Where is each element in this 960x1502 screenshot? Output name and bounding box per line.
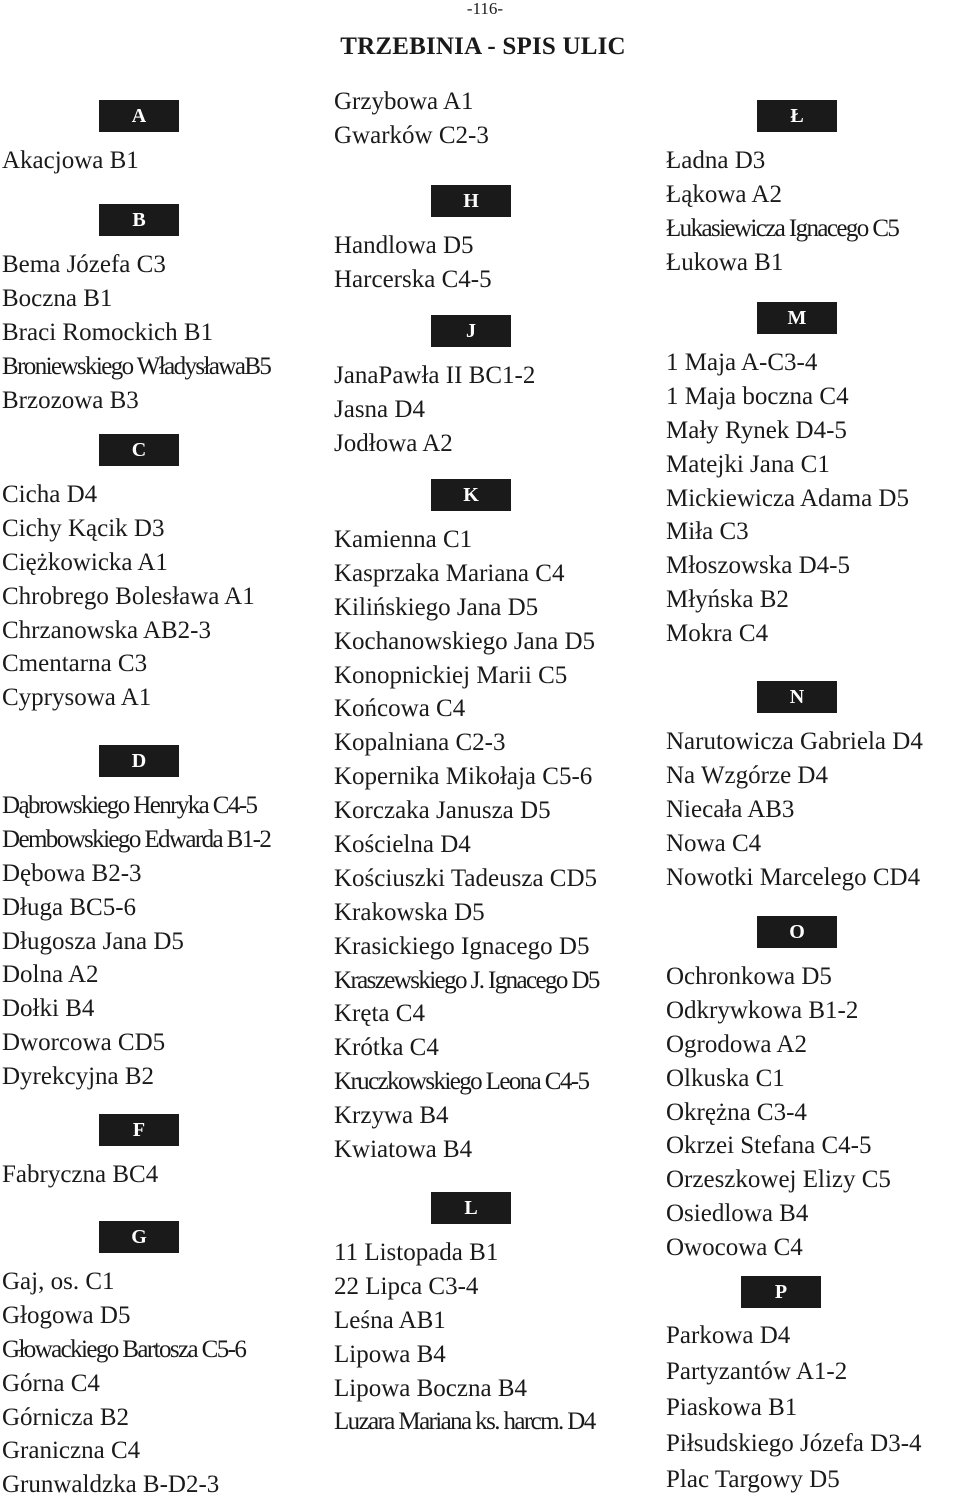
street-list <box>2 789 270 1094</box>
street-item: Dyrekcyjna B2 <box>2 1063 155 1091</box>
street-list <box>2 1265 245 1502</box>
street-item: Krasickiego Ignacego D5 <box>334 932 590 960</box>
page-number: -116- <box>466 0 504 18</box>
street-item: Na Wzgórze D4 <box>666 761 828 789</box>
street-item: Kasprzaka Mariana C4 <box>334 559 565 587</box>
street-item: Dołki B4 <box>2 995 95 1023</box>
street-item: Kruczkowskiego Leona C4-5 <box>334 1068 589 1096</box>
street-item: Kopernika Mikołaja C5-6 <box>334 763 593 791</box>
street-item: Grzybowa A1 <box>334 88 474 115</box>
street-list <box>666 960 891 1265</box>
street-item: Plac Targowy D5 <box>666 1466 840 1493</box>
street-item: Młoszowska D4-5 <box>666 552 851 580</box>
street-item: Okrężna C3-4 <box>666 1098 807 1126</box>
letter-badge: K <box>431 479 511 511</box>
letter-badge: L <box>431 1192 511 1224</box>
street-item: Jodłowa A2 <box>334 429 453 457</box>
page-title: TRZEBINIA - SPIS ULIC <box>340 33 626 60</box>
street-item: JanaPawła II BC1-2 <box>334 362 536 389</box>
street-item: Kręta C4 <box>334 1000 425 1028</box>
street-item: Nowa C4 <box>666 829 762 857</box>
street-item: Kościuszki Tadeusza CD5 <box>334 864 598 892</box>
street-item: Korczaka Janusza D5 <box>334 797 551 825</box>
street-item: Dębowa B2-3 <box>2 859 142 887</box>
street-item: Bema Józefa C3 <box>2 251 166 278</box>
street-list <box>334 359 535 461</box>
street-item: Piłsudskiego Józefa D3-4 <box>666 1430 922 1457</box>
letter-badge: M <box>757 302 837 334</box>
street-item: Długosza Jana D5 <box>2 927 184 955</box>
street-item: Kochanowskiego Jana D5 <box>334 627 596 655</box>
street-list <box>2 1158 158 1192</box>
street-item: Głowackiego Bartosza C5-6 <box>2 1335 246 1363</box>
street-item: Łukasiewicza Ignacego C5 <box>666 214 899 242</box>
street-item: Młyńska B2 <box>666 586 789 614</box>
street-item: Łukowa B1 <box>666 248 784 276</box>
street-item: Narutowicza Gabriela D4 <box>666 728 923 755</box>
street-item: Fabryczna BC4 <box>2 1161 159 1188</box>
street-item: Cyprysowa A1 <box>2 684 152 712</box>
street-item: Parkowa D4 <box>666 1322 791 1349</box>
street-item: Chrobrego Bolesława A1 <box>2 582 255 610</box>
street-item: Lipowa B4 <box>334 1340 446 1368</box>
street-list <box>334 523 599 1167</box>
street-item: Graniczna C4 <box>2 1437 141 1465</box>
street-item: Ciężkowicka A1 <box>2 548 168 576</box>
street-item: Piaskowa B1 <box>666 1394 798 1421</box>
street-item: Krzywa B4 <box>334 1102 449 1130</box>
street-list <box>334 229 492 297</box>
street-item: Handlowa D5 <box>334 232 474 259</box>
street-item: Braci Romockich B1 <box>2 318 214 346</box>
street-item: Cicha D4 <box>2 481 98 508</box>
letter-badge: A <box>99 100 179 132</box>
street-list <box>2 248 270 417</box>
street-item: Górna C4 <box>2 1369 100 1397</box>
letter-badge: H <box>431 185 511 217</box>
street-item: Jasna D4 <box>334 395 425 423</box>
street-item: Kilińskiego Jana D5 <box>334 593 539 621</box>
street-item: Mickiewicza Adama D5 <box>666 484 909 512</box>
street-list <box>2 478 255 715</box>
street-item: Niecała AB3 <box>666 795 795 823</box>
street-item: Gaj, os. C1 <box>2 1268 115 1295</box>
street-item: Ładna D3 <box>666 147 766 174</box>
letter-badge: F <box>99 1114 179 1146</box>
street-item: Lipowa Boczna B4 <box>334 1374 528 1402</box>
street-item: Dolna A2 <box>2 961 99 989</box>
street-item: Cichy Kącik D3 <box>2 514 165 542</box>
street-item: Brzozowa B3 <box>2 386 139 414</box>
street-list <box>666 1318 922 1498</box>
letter-badge: Ł <box>757 100 837 132</box>
street-item: 11 Listopada B1 <box>334 1239 499 1266</box>
street-item: Olkuska C1 <box>666 1064 785 1092</box>
street-item: Dąbrowskiego Henryka C4-5 <box>2 792 257 819</box>
street-item: Dembowskiego Edwarda B1-2 <box>2 825 271 853</box>
street-item: Kamienna C1 <box>334 526 473 553</box>
letter-badge: J <box>431 315 511 347</box>
street-item: Ochronkowa D5 <box>666 963 832 990</box>
street-item: Matejki Jana C1 <box>666 450 830 478</box>
street-item: Dworcowa CD5 <box>2 1029 166 1057</box>
street-list <box>334 1236 595 1439</box>
street-item: Orzeszkowej Elizy C5 <box>666 1166 891 1194</box>
street-list <box>666 725 923 894</box>
street-item: Chrzanowska AB2-3 <box>2 616 211 644</box>
street-list <box>666 346 909 651</box>
street-list <box>666 144 898 280</box>
street-item: Mokra C4 <box>666 620 769 648</box>
street-item: Luzara Mariana ks. harcm. D4 <box>334 1408 595 1436</box>
street-item: Grunwaldzka B-D2-3 <box>2 1471 220 1499</box>
street-item: Osiedlowa B4 <box>666 1200 809 1228</box>
street-item: Kraszewskiego J. Ignacego D5 <box>334 966 599 994</box>
letter-badge: O <box>757 916 837 948</box>
street-item: Górnicza B2 <box>2 1403 130 1431</box>
street-item: Krótka C4 <box>334 1034 439 1062</box>
letter-badge: C <box>99 434 179 466</box>
street-item: Owocowa C4 <box>666 1234 803 1262</box>
street-item: Leśna AB1 <box>334 1306 446 1334</box>
street-item: Mały Rynek D4-5 <box>666 416 847 444</box>
street-item: Okrzei Stefana C4-5 <box>666 1132 872 1160</box>
street-item: Harcerska C4-5 <box>334 265 492 293</box>
street-item: Kwiatowa B4 <box>334 1136 473 1164</box>
street-item: 22 Lipca C3-4 <box>334 1272 479 1300</box>
street-item: Broniewskiego WładysławaB5 <box>2 352 271 380</box>
street-item: Odkrywkowa B1-2 <box>666 996 859 1024</box>
letter-badge: N <box>757 681 837 713</box>
street-item: Ogrodowa A2 <box>666 1030 807 1058</box>
letter-badge: B <box>99 204 179 236</box>
street-item: Akacjowa B1 <box>2 147 139 174</box>
street-item: Miła C3 <box>666 518 749 546</box>
street-item: Nowotki Marcelego CD4 <box>666 863 921 891</box>
letter-badge: P <box>741 1276 821 1308</box>
street-list <box>2 144 139 178</box>
street-item: Długa BC5-6 <box>2 893 137 921</box>
street-item: Krakowska D5 <box>334 898 485 926</box>
street-item: Konopnickiej Marii C5 <box>334 661 568 689</box>
street-item: Głogowa D5 <box>2 1301 131 1329</box>
street-item: Końcowa C4 <box>334 695 466 723</box>
street-item: Kopalniana C2-3 <box>334 729 506 757</box>
street-item: Partyzantów A1-2 <box>666 1358 848 1385</box>
street-item: Gwarków C2-3 <box>334 121 489 149</box>
letter-badge: D <box>99 745 179 777</box>
street-item: Boczna B1 <box>2 284 113 312</box>
street-item: Cmentarna C3 <box>2 650 148 678</box>
street-item: 1 Maja boczna C4 <box>666 382 849 410</box>
street-item: Łąkowa A2 <box>666 180 782 208</box>
street-item: Kościelna D4 <box>334 831 471 859</box>
street-list <box>334 85 489 153</box>
street-item: 1 Maja A-C3-4 <box>666 349 818 376</box>
letter-badge: G <box>99 1221 179 1253</box>
